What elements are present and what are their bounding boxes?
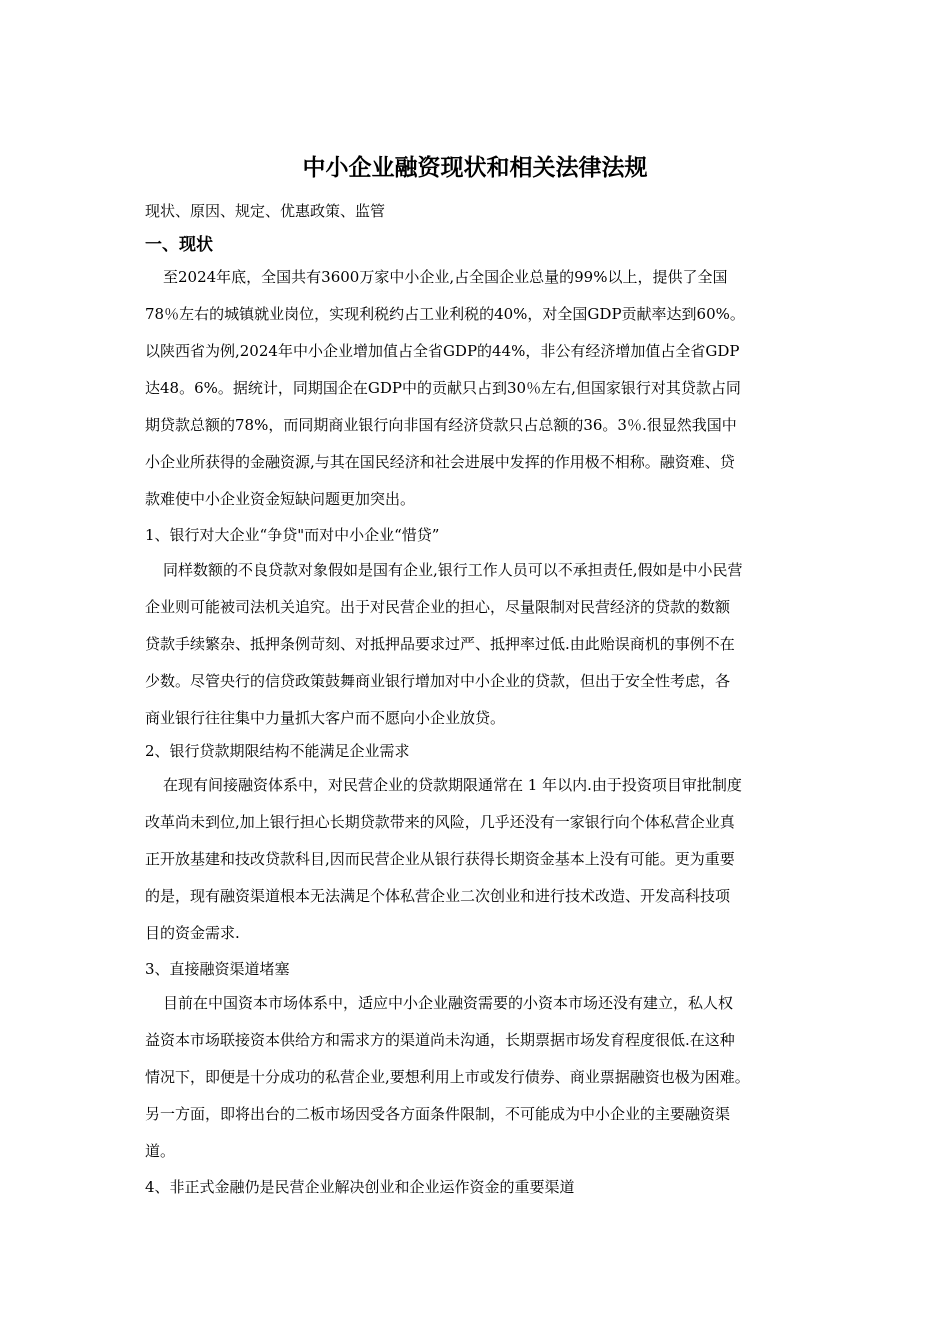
paragraph-line: 目前在中国资本市场体系中，适应中小企业融资需要的小资本市场还没有建立，私人权 xyxy=(163,994,734,1012)
document-title: 中小企业融资现状和相关法律法规 xyxy=(302,154,648,181)
paragraph-line: 在现有间接融资体系中，对民营企业的贷款期限通常在 1 年以内.由于投资项目审批制度 xyxy=(163,776,742,794)
paragraph-line: 贷款手续繁杂、抵押条例苛刻、对抵押品要求过严、抵押率过低.由此贻误商机的事例不在 xyxy=(145,635,735,653)
subheading: 1、银行对大企业“争贷"而对中小企业“惜贷” xyxy=(145,526,440,544)
paragraph-line: 情况下，即便是十分成功的私营企业,要想利用上市或发行债券、商业票据融资也极为困难。 xyxy=(145,1068,750,1086)
paragraph-line: 商业银行往往集中力量抓大客户而不愿向小企业放贷。 xyxy=(145,709,506,727)
paragraph-line: 道。 xyxy=(145,1142,176,1160)
paragraph-line: 款难使中小企业资金短缺问题更加突出。 xyxy=(145,490,416,508)
section-heading: 一、现状 xyxy=(145,235,213,255)
paragraph-line: 至2024年底，全国共有3600万家中小企业,占全国企业总量的99%以上，提供了全国 xyxy=(163,268,728,286)
paragraph-status xyxy=(145,259,813,518)
paragraph-line: 少数。尽管央行的信贷政策鼓舞商业银行增加对中小企业的贷款，但出于安全性考虑，各 xyxy=(145,672,731,690)
paragraph-line: 的是，现有融资渠道根本无法满足个体私营企业二次创业和进行技术改造、开发高科技项 xyxy=(145,887,731,905)
paragraph-line: 同样数额的不良贷款对象假如是国有企业,银行工作人员可以不承担责任,假如是中小民营 xyxy=(163,561,743,579)
paragraph-line: 正开放基建和技改贷款科目,因而民营企业从银行获得长期资金基本上没有可能。更为重要 xyxy=(145,850,735,868)
document-subtitle: 现状、原因、规定、优惠政策、监管 xyxy=(145,202,386,220)
paragraph-loan-term xyxy=(145,767,813,952)
paragraph-line: 78％左右的城镇就业岗位，实现利税约占工业利税的40%，对全国GDP贡献率达到60%。 xyxy=(145,305,745,323)
paragraph-direct-financing xyxy=(145,985,813,1170)
paragraph-line: 益资本市场联接资本供给方和需求方的渠道尚未沟通，长期票据市场发育程度很低.在这种 xyxy=(145,1031,735,1049)
paragraph-line: 期贷款总额的78%，而同期商业银行向非国有经济贷款只占总额的36。3％.很显然我国中 xyxy=(145,416,737,434)
paragraph-bank-lending xyxy=(145,552,813,737)
paragraph-line: 目的资金需求. xyxy=(145,924,240,942)
subheading: 2、银行贷款期限结构不能满足企业需求 xyxy=(145,742,410,760)
paragraph-line: 以陕西省为例,2024年中小企业增加值占全省GDP的44%，非公有经济增加值占全省GDP xyxy=(145,342,740,360)
subheading: 3、直接融资渠道堵塞 xyxy=(145,960,290,978)
paragraph-line: 达48。6%。据统计，同期国企在GDP中的贡献只占到30％左右,但国家银行对其贷款占同 xyxy=(145,379,741,397)
subheading: 4、非正式金融仍是民营企业解决创业和企业运作资金的重要渠道 xyxy=(145,1178,575,1196)
paragraph-line: 小企业所获得的金融资源,与其在国民经济和社会进展中发挥的作用极不相称。融资难、贷 xyxy=(145,453,735,471)
paragraph-line: 企业则可能被司法机关追究。出于对民营企业的担心，尽量限制对民营经济的贷款的数额 xyxy=(145,598,731,616)
paragraph-line: 改革尚未到位,加上银行担心长期贷款带来的风险，几乎还没有一家银行向个体私营企业真 xyxy=(145,813,735,831)
paragraph-line: 另一方面，即将出台的二板市场因受各方面条件限制，不可能成为中小企业的主要融资渠 xyxy=(145,1105,731,1123)
